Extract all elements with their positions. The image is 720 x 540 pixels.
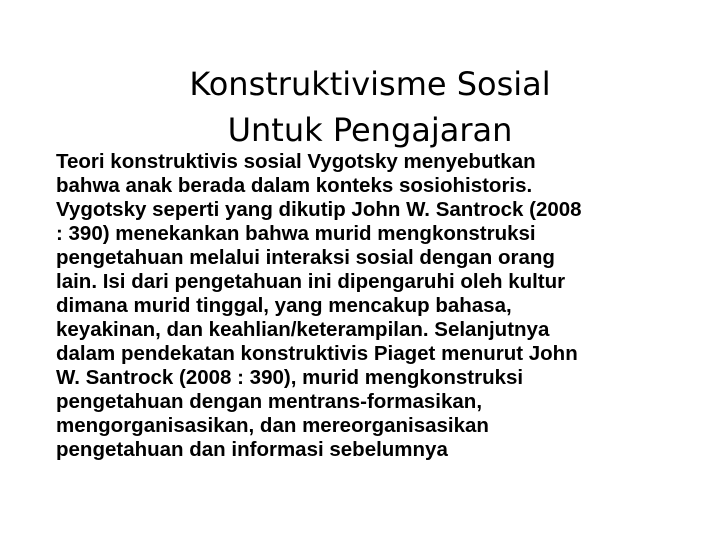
body-line: lain. Isi dari pengetahuan ini dipengaruhi oleh kultur <box>56 270 566 293</box>
body-line: keyakinan, dan keahlian/keterampilan. Selanjutnya <box>56 318 550 341</box>
body-line: W. Santrock (2008 : 390), murid mengkonstruksi <box>56 366 524 389</box>
body-line: bahwa anak berada dalam konteks sosiohistoris. <box>56 174 533 197</box>
body-line: mengorganisasikan, dan mereorganisasikan <box>56 414 489 437</box>
body-line: Teori konstruktivis sosial Vygotsky menyebutkan <box>56 150 536 173</box>
body-line: : 390) menekankan bahwa murid mengkonstruksi <box>56 222 536 245</box>
body-line: pengetahuan melalui interaksi sosial dengan orang <box>56 246 555 269</box>
title-line: Konstruktivisme Sosial <box>189 65 551 104</box>
body-line: dalam pendekatan konstruktivis Piaget menurut John <box>56 342 578 365</box>
body-line: dimana murid tinggal, yang mencakup bahasa, <box>56 294 512 317</box>
body-line: pengetahuan dan informasi sebelumnya <box>56 438 448 461</box>
body-line: Vygotsky seperti yang dikutip John W. Santrock (2008 <box>56 198 582 221</box>
title-line: Untuk Pengajaran <box>227 111 513 150</box>
slide-body-paragraph <box>56 150 706 462</box>
body-line: pengetahuan dengan mentrans-formasikan, <box>56 390 483 413</box>
slide-title <box>100 61 640 153</box>
